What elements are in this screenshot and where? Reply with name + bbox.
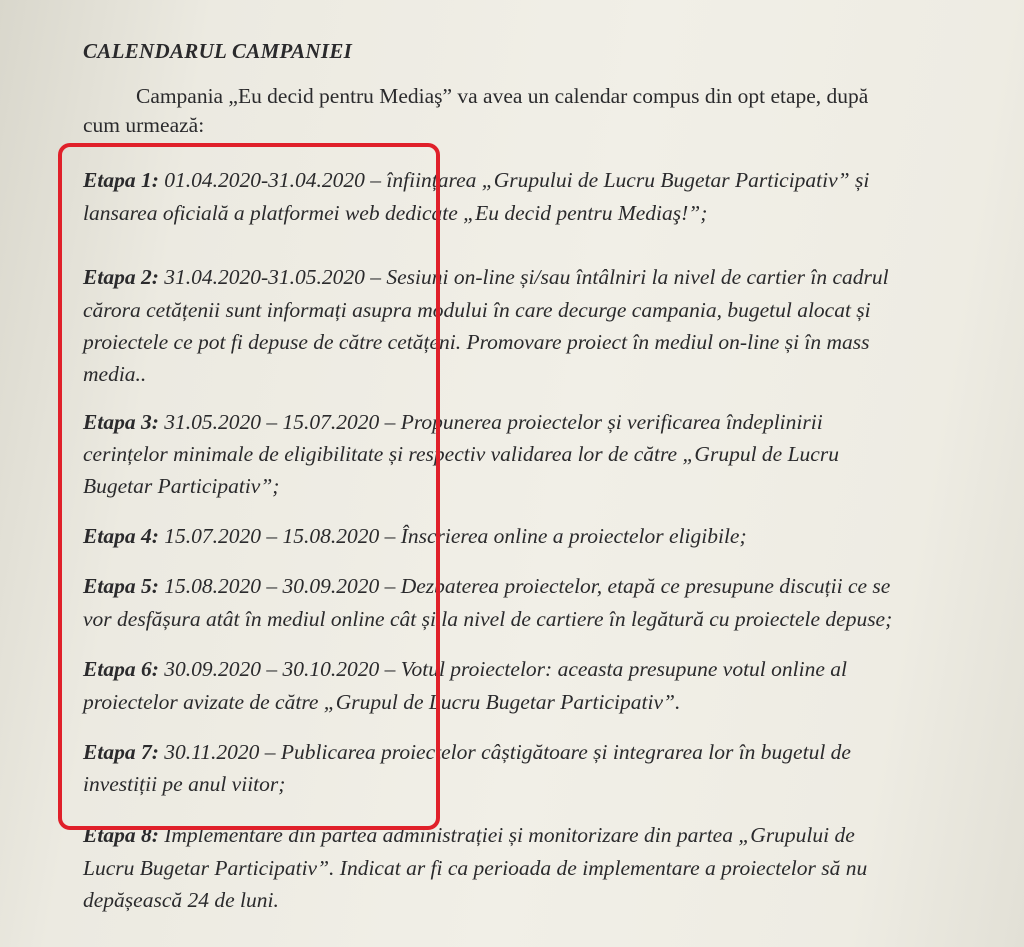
etapa-5-line-1 [83,576,890,598]
etapa-5-label: Etapa 5: [83,574,159,598]
etapa-2-line-2: cărora cetățenii sunt informați asupra modului în care decurge campania, bugetul alocat și [83,298,871,322]
etapa-1-text: 01.04.2020-31.04.2020 – înființarea „Grupului de Lucru Bugetar Participativ” și [164,168,870,192]
etapa-1-label: Etapa 1: [83,168,159,192]
etapa-6-text: 30.09.2020 – 30.10.2020 – Votul proiectelor: aceasta presupune votul online al [164,657,847,681]
etapa-6-line-2: proiectelor avizate de către „Grupul de Lucru Bugetar Participativ”. [83,690,681,714]
etapa-3-text: 31.05.2020 – 15.07.2020 – Propunerea proiectelor și verificarea îndeplinirii [164,410,823,434]
etapa-3-line-1 [83,412,823,434]
etapa-4-line-1 [83,526,747,548]
etapa-3-line-2: cerințelor minimale de eligibilitate și respectiv validarea lor de către „Grupul de Lucru [83,442,839,466]
intro-line-2: cum urmează: [83,113,205,137]
etapa-4-label: Etapa 4: [83,524,159,548]
etapa-1-line-1 [83,170,869,192]
etapa-2-line-3: proiectele ce pot fi depuse de către cetățeni. Promovare proiect în mediul on-line și în mass [83,330,870,354]
etapa-4-text: 15.07.2020 – 15.08.2020 – Înscrierea online a proiectelor eligibile; [164,524,747,548]
etapa-7-label: Etapa 7: [83,740,159,764]
etapa-5-line-2: vor desfășura atât în mediul online cât și la nivel de cartiere în legătură cu proiectele depuse; [83,607,893,631]
etapa-2-line-4: media.. [83,362,147,386]
etapa-3-line-3: Bugetar Participativ”; [83,474,280,498]
intro-line-1: Campania „Eu decid pentru Mediaş” va avea un calendar compus din opt etape, după [136,84,869,108]
etapa-7-line-1 [83,742,851,764]
etapa-2-label: Etapa 2: [83,265,159,289]
etapa-7-line-2: investiții pe anul viitor; [83,772,286,796]
etapa-7-text: 30.11.2020 – Publicarea proiectelor câștigătoare și integrarea lor în bugetul de [164,740,851,764]
etapa-6-line-1 [83,659,847,681]
document-title: CALENDARUL CAMPANIEI [83,39,353,63]
etapa-3-label: Etapa 3: [83,410,159,434]
etapa-2-text: 31.04.2020-31.05.2020 – Sesiuni on-line și/sau întâlniri la nivel de cartier în cadrul [164,265,889,289]
etapa-8-label: Etapa 8: [83,823,159,847]
etapa-8-line-3: depășească 24 de luni. [83,888,279,912]
etapa-2-line-1 [83,267,889,289]
etapa-1-line-2: lansarea oficială a platformei web dedicate „Eu decid pentru Mediaş!”; [83,201,708,225]
etapa-5-text: 15.08.2020 – 30.09.2020 – Dezbaterea proiectelor, etapă ce presupune discuții ce se [164,574,891,598]
etapa-8-line-1 [83,825,855,847]
etapa-8-line-2: Lucru Bugetar Participativ”. Indicat ar fi ca perioada de implementare a proiectelor să nu [83,856,868,880]
etapa-8-text: Implementare din partea administrației și monitorizare din partea „Grupului de [164,823,855,847]
etapa-6-label: Etapa 6: [83,657,159,681]
